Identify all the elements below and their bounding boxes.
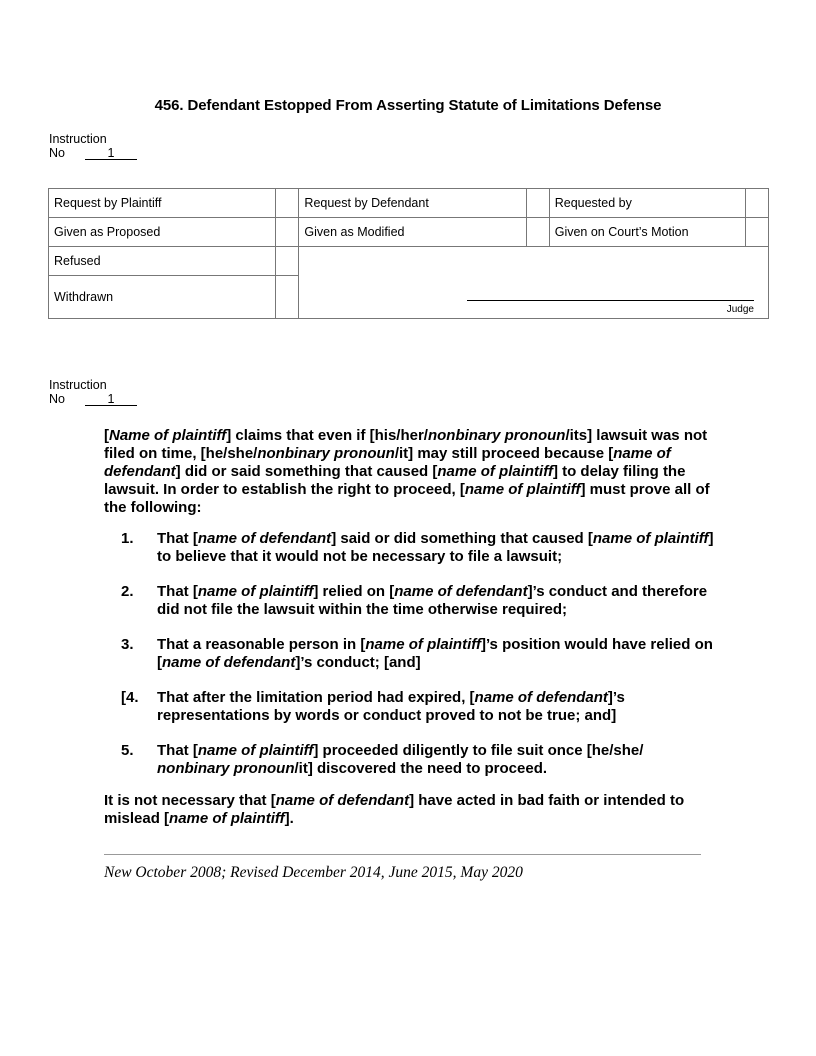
text-run: ] said or did something that caused [ bbox=[331, 530, 593, 547]
text-run: ]’s representations by words or conduct proved to not be true; and] bbox=[157, 689, 625, 724]
judge-signature-area bbox=[299, 247, 769, 319]
instruction-body bbox=[104, 427, 714, 828]
given-as-modified-checkbox[interactable] bbox=[526, 218, 549, 247]
text-run: That [ bbox=[157, 583, 198, 600]
instruction-number: 1 bbox=[85, 147, 137, 160]
text-run: ] have acted in bad faith or intended to mislead [ bbox=[104, 792, 685, 827]
text-run: ]. bbox=[284, 810, 294, 827]
placeholder-text: name of defendant bbox=[474, 689, 608, 706]
text-run: That [ bbox=[157, 530, 198, 547]
instruction-number-block-body bbox=[49, 378, 137, 406]
withdrawn-label: Withdrawn bbox=[49, 276, 276, 319]
text-run: That [ bbox=[157, 742, 198, 759]
intro-paragraph bbox=[104, 427, 714, 517]
instruction-number: 1 bbox=[85, 393, 137, 406]
placeholder-text: nonbinary pronoun bbox=[427, 427, 566, 444]
placeholder-text: name of plaintiff bbox=[464, 481, 581, 498]
text-run: /it] may still proceed because [ bbox=[394, 445, 614, 462]
given-on-courts-motion-checkbox[interactable] bbox=[745, 218, 768, 247]
placeholder-text: name of plaintiff bbox=[197, 742, 314, 759]
no-label: No bbox=[49, 146, 65, 160]
list-item bbox=[104, 583, 714, 619]
instruction-number-block-top bbox=[49, 132, 137, 160]
text-run: ]’s conduct and therefore did not file the lawsuit within the time otherwise required; bbox=[157, 583, 708, 618]
request-status-table bbox=[48, 188, 769, 319]
text-run: /it] discovered the need to proceed. bbox=[294, 760, 548, 777]
list-item-number: 5. bbox=[121, 742, 134, 759]
list-item bbox=[104, 530, 714, 566]
placeholder-text: Name of plaintiff bbox=[109, 427, 227, 444]
placeholder-text: name of defendant bbox=[275, 792, 410, 809]
list-item-number: 2. bbox=[121, 583, 134, 600]
placeholder-text: nonbinary pronoun bbox=[157, 760, 295, 777]
withdrawn-checkbox[interactable] bbox=[276, 276, 299, 319]
placeholder-text: name of plaintiff bbox=[169, 810, 285, 827]
instruction-label: Instruction bbox=[49, 132, 107, 146]
placeholder-text: name of plaintiff bbox=[592, 530, 709, 547]
text-run: ] relied on [ bbox=[313, 583, 395, 600]
no-label: No bbox=[49, 392, 65, 406]
text-run: ] proceeded diligently to file suit once [he/she/ bbox=[313, 742, 644, 759]
placeholder-text: name of plaintiff bbox=[365, 636, 481, 653]
placeholder-text: name of defendant bbox=[104, 445, 671, 480]
text-run: ] to delay filing the lawsuit. In order to establish the right to proceed, [ bbox=[104, 463, 686, 498]
request-by-plaintiff-label: Request by Plaintiff bbox=[49, 189, 276, 218]
list-item bbox=[104, 742, 714, 778]
placeholder-text: name of defendant bbox=[162, 654, 296, 671]
list-item bbox=[104, 636, 714, 672]
elements-list bbox=[104, 530, 714, 778]
judge-label: Judge bbox=[726, 304, 754, 315]
text-run: ] claims that even if [his/her/ bbox=[226, 427, 428, 444]
list-item bbox=[104, 689, 714, 725]
given-as-proposed-label: Given as Proposed bbox=[49, 218, 276, 247]
list-item-number: [4. bbox=[121, 689, 139, 706]
text-run: That after the limitation period had expired, [ bbox=[157, 689, 475, 706]
revision-history: New October 2008; Revised December 2014, June 2015, May 2020 bbox=[104, 864, 523, 881]
request-by-defendant-label: Request by Defendant bbox=[299, 189, 526, 218]
text-run: ]’s position would have relied on [ bbox=[157, 636, 713, 671]
text-run: /its] lawsuit was not filed on time, [he/she/ bbox=[104, 427, 708, 462]
request-by-plaintiff-checkbox[interactable] bbox=[276, 189, 299, 218]
placeholder-text: name of plaintiff bbox=[437, 463, 553, 480]
instruction-label: Instruction bbox=[49, 378, 107, 392]
list-item-number: 1. bbox=[121, 530, 134, 547]
placeholder-text: nonbinary pronoun bbox=[257, 445, 395, 462]
text-run: ]’s conduct; [and] bbox=[295, 654, 421, 671]
text-run: [ bbox=[104, 427, 109, 444]
text-run: ] must prove all of the following: bbox=[104, 481, 710, 516]
requested-by-label: Requested by bbox=[549, 189, 745, 218]
placeholder-text: name of defendant bbox=[197, 530, 332, 547]
request-by-defendant-checkbox[interactable] bbox=[526, 189, 549, 218]
refused-label: Refused bbox=[49, 247, 276, 276]
judge-signature-line[interactable] bbox=[467, 300, 754, 301]
placeholder-text: name of defendant bbox=[394, 583, 528, 600]
document-title: 456. Defendant Estopped From Asserting Statute of Limitations Defense bbox=[154, 97, 662, 114]
text-run: ] did or said something that caused [ bbox=[175, 463, 438, 480]
given-as-proposed-checkbox[interactable] bbox=[276, 218, 299, 247]
refused-checkbox[interactable] bbox=[276, 247, 299, 276]
divider-rule bbox=[104, 854, 701, 855]
requested-by-checkbox[interactable] bbox=[745, 189, 768, 218]
text-run: ] to believe that it would not be necessary to file a lawsuit; bbox=[157, 530, 714, 565]
text-run: It is not necessary that [ bbox=[104, 792, 276, 809]
text-run: That a reasonable person in [ bbox=[157, 636, 366, 653]
given-on-courts-motion-label: Given on Court’s Motion bbox=[549, 218, 745, 247]
given-as-modified-label: Given as Modified bbox=[299, 218, 526, 247]
closing-paragraph bbox=[104, 792, 714, 828]
placeholder-text: name of plaintiff bbox=[197, 583, 314, 600]
list-item-number: 3. bbox=[121, 636, 134, 653]
